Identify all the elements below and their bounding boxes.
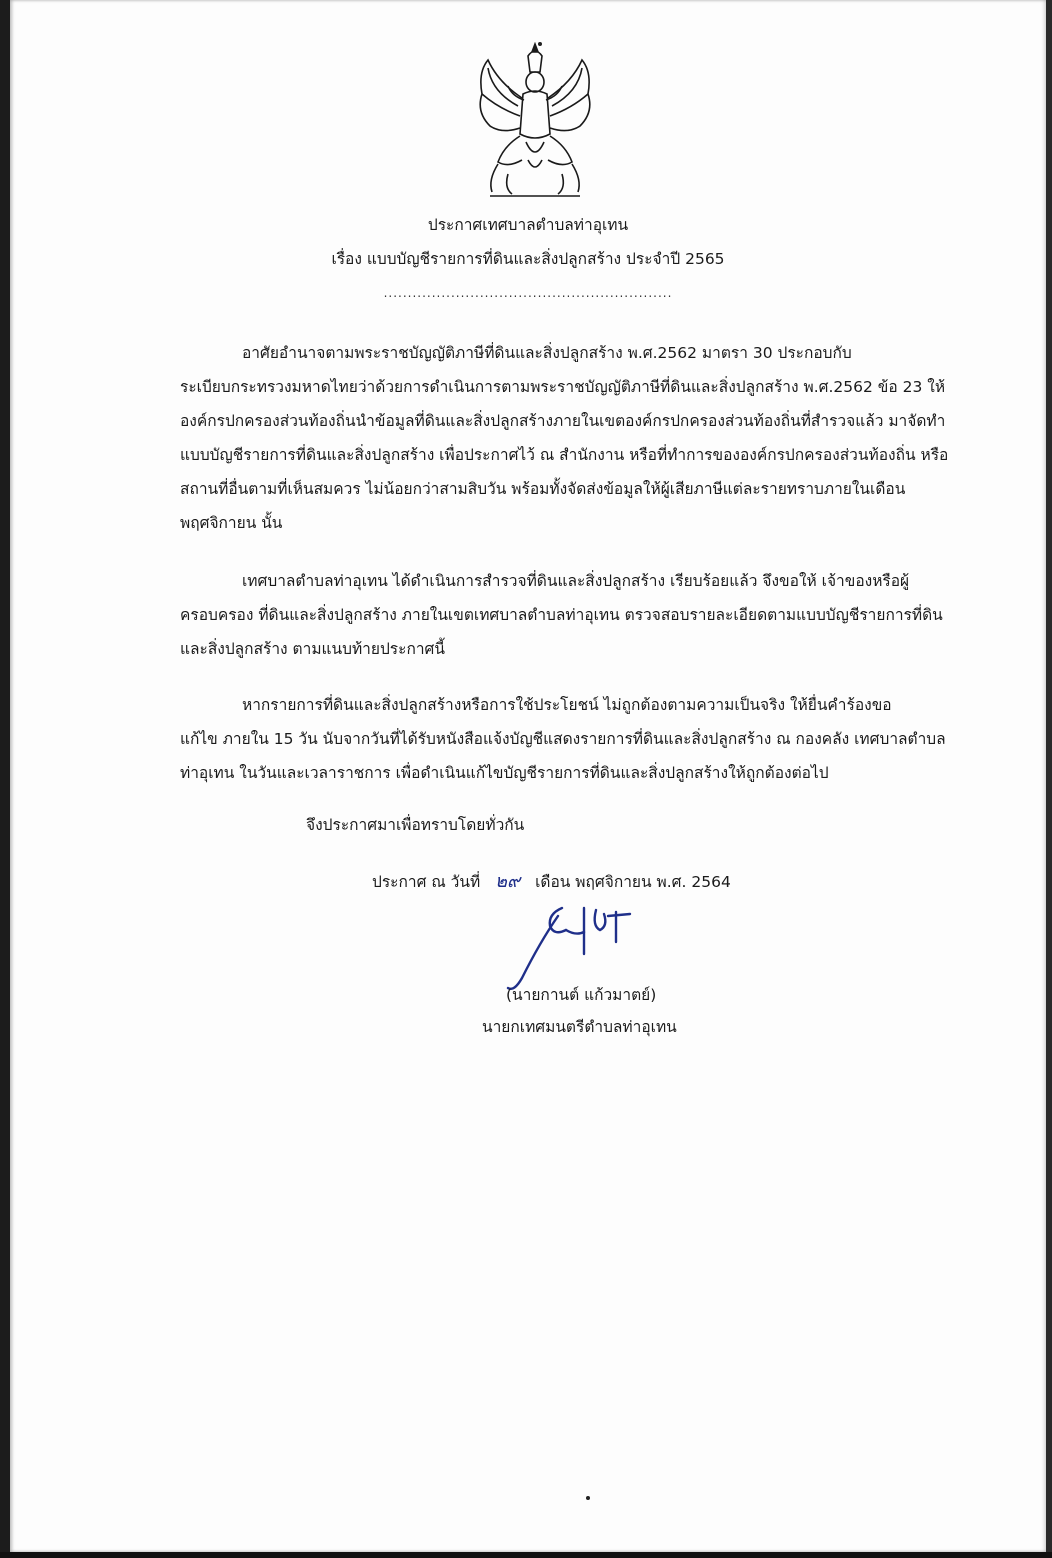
scan-edge-bottom: [0, 1552, 1052, 1558]
closing-announce: จึงประกาศมาเพื่อทราบโดยทั่วกัน: [306, 816, 525, 834]
paragraph-line: ระเบียบกระทรวงมหาดไทยว่าด้วยการดำเนินการตามพระราชบัญญัติภาษีที่ดินและสิ่งปลูกสร้าง พ.ศ.2562 ข้อ 23 ให้: [180, 378, 946, 396]
paragraph-line: แก้ไข ภายใน 15 วัน นับจากวันที่ได้รับหนังสือแจ้งบัญชีแสดงรายการที่ดินและสิ่งปลูกสร้าง ณ กองคลัง เทศบาลตำบล: [180, 730, 946, 748]
paragraph-line: ท่าอุเทน ในวันและเวลาราชการ เพื่อดำเนินแก้ไขบัญชีรายการที่ดินและสิ่งปลูกสร้างให้ถูกต้องต่อไป: [180, 764, 829, 782]
scan-edge: [1046, 0, 1052, 1552]
paragraph-line: และสิ่งปลูกสร้าง ตามแนบท้ายประกาศนี้: [180, 640, 445, 658]
ink-speck: [586, 1496, 590, 1500]
paragraph-line: หากรายการที่ดินและสิ่งปลูกสร้างหรือการใช้ประโยชน์ ไม่ถูกต้องตามความเป็นจริง ให้ยื่นคำร้องขอ: [242, 696, 892, 714]
paragraph-line: องค์กรปกครองส่วนท้องถิ่นนำข้อมูลที่ดินและสิ่งปลูกสร้างภายในเขตองค์กรปกครองส่วนท้องถิ่นที่สำรวจแล้ว มาจัดทำ: [180, 412, 946, 430]
paragraph-line: แบบบัญชีรายการที่ดินและสิ่งปลูกสร้าง เพื่อประกาศไว้ ณ สำนักงาน หรือที่ทำการขององค์กรปกครองส่วนท้องถิ่น หรือ: [180, 446, 949, 464]
handwritten-signature: [500, 896, 650, 996]
paragraph-line: เทศบาลตำบลท่าอุเทน ได้ดำเนินการสำรวจที่ดินและสิ่งปลูกสร้าง เรียบร้อยแล้ว จึงขอให้ เจ้าของหรือผู้: [242, 572, 910, 590]
paragraph-line: พฤศจิกายน นั้น: [180, 514, 283, 532]
date-suffix: เดือน พฤศจิกายน พ.ศ. 2564: [535, 873, 731, 891]
paragraph-line: อาศัยอำนาจตามพระราชบัญญัติภาษีที่ดินและสิ่งปลูกสร้าง พ.ศ.2562 มาตรา 30 ประกอบกับ: [242, 344, 852, 362]
title-separator: ............................................................: [383, 286, 673, 300]
announcement-subject: เรื่อง แบบบัญชีรายการที่ดินและสิ่งปลูกสร้าง ประจำปี 2565: [331, 250, 725, 268]
signer-name: (นายกานต์ แก้วมาตย์): [506, 986, 657, 1004]
paragraph-line: สถานที่อื่นตามที่เห็นสมควร ไม่น้อยกว่าสามสิบวัน พร้อมทั้งจัดส่งข้อมูลให้ผู้เสียภาษีแต่ละรายทราบภายในเดือน: [180, 480, 906, 498]
paragraph-line: ครอบครอง ที่ดินและสิ่งปลูกสร้าง ภายในเขตเทศบาลตำบลท่าอุเทน ตรวจสอบรายละเอียดตามแบบบัญชีรายการที่ดิน: [180, 606, 943, 624]
date-prefix: ประกาศ ณ วันที่: [372, 873, 481, 891]
document-page: [10, 0, 1046, 1552]
signer-position: นายกเทศมนตรีตำบลท่าอุเทน: [482, 1018, 677, 1036]
garuda-emblem-icon: [468, 42, 602, 198]
ink-speck: [538, 42, 542, 46]
announcement-title: ประกาศเทศบาลตำบลท่าอุเทน: [427, 216, 629, 234]
announcement-date: [372, 866, 731, 895]
date-day-handwritten: ๒๙: [495, 871, 521, 892]
